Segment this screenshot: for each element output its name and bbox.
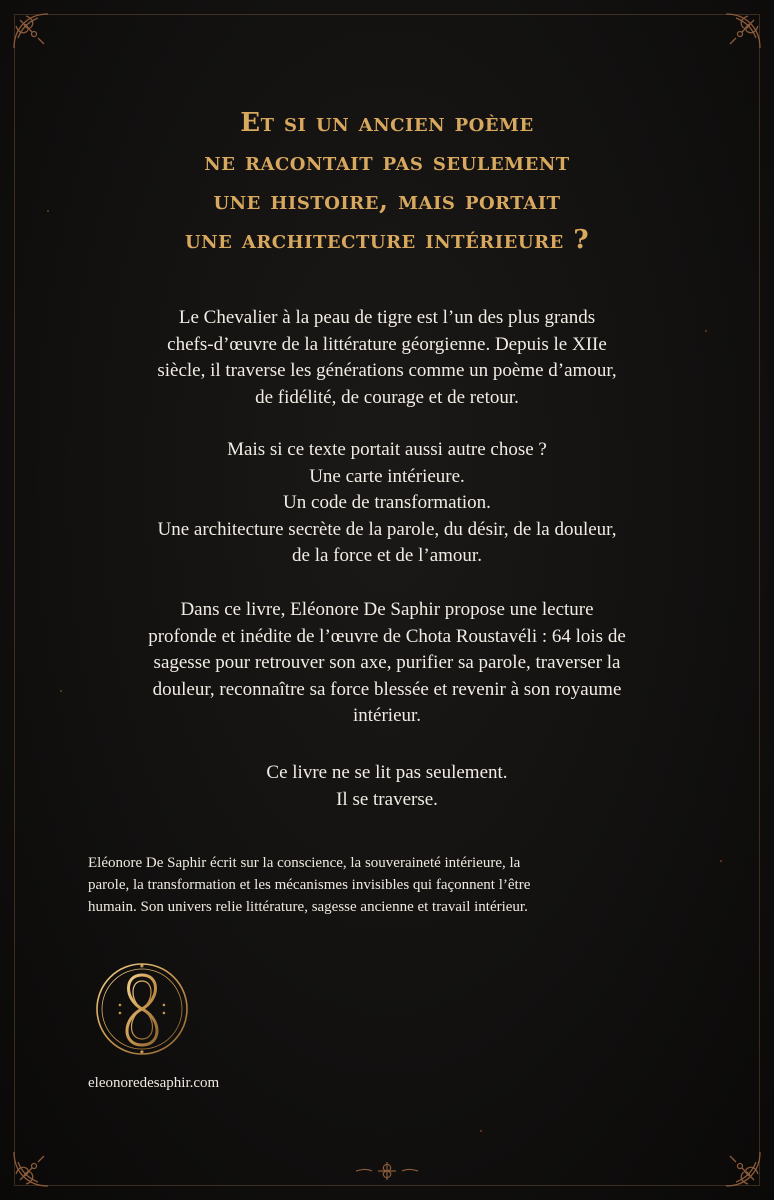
text-line: Une architecture secrète de la parole, du désir, de la douleur, <box>157 518 617 540</box>
text-line: siècle, il traverse les générations comme un poème d’amour, <box>157 360 617 381</box>
text-line: Il se traverse. <box>336 788 438 810</box>
text-line: douleur, reconnaître sa force blessée et revenir à son royaume <box>152 678 622 700</box>
bio-line: parole, la transformation et les mécanismes invisibles qui façonnent l’être <box>88 877 531 893</box>
bottom-ornament-icon <box>342 1156 432 1186</box>
website-link[interactable]: eleonoredesaphir.com <box>88 1075 220 1091</box>
corner-ornament-icon <box>8 1132 68 1192</box>
author-bio <box>88 852 688 918</box>
text-line: chefs-d’œuvre de la littérature géorgienne. Depuis le XIIe <box>167 333 607 355</box>
text-line: Un code de transformation. <box>283 492 491 513</box>
ember-speck <box>720 860 722 862</box>
book-description-paragraph <box>0 597 774 730</box>
text-line: de fidélité, de courage et de retour. <box>255 386 519 408</box>
text-line: Dans ce livre, Eléonore De Saphir propose une lecture <box>180 599 594 620</box>
text-line: profonde et inédite de l’œuvre de Chota Roustavéli : 64 lois de <box>148 625 626 647</box>
corner-ornament-icon <box>706 8 766 68</box>
text-line: Le Chevalier à la peau de tigre est l’un des plus grands <box>178 307 596 328</box>
corner-ornament-icon <box>8 8 68 68</box>
ember-speck <box>480 1130 482 1132</box>
headline-line: Et si un ancien poème <box>240 108 534 138</box>
headline-line: une architecture intérieure ? <box>184 225 590 255</box>
text-line: Ce livre ne se lit pas seulement. <box>266 762 508 783</box>
intro-paragraph <box>0 305 774 411</box>
text-line: intérieur. <box>352 705 422 726</box>
question-paragraph <box>0 437 774 570</box>
headline <box>0 104 774 260</box>
bio-line: Eléonore De Saphir écrit sur la conscience, la souveraineté intérieure, la <box>88 855 521 871</box>
text-line: Une carte intérieure. <box>309 465 465 487</box>
headline-line: ne racontait pas seulement <box>204 147 570 177</box>
text-line: Mais si ce texte portait aussi autre chose ? <box>227 439 547 460</box>
text-line: de la force et de l’amour. <box>292 545 482 566</box>
headline-line: une histoire, mais portait <box>213 186 561 216</box>
corner-ornament-icon <box>706 1132 766 1192</box>
infinity-eight-emblem-icon <box>94 961 190 1057</box>
text-line: sagesse pour retrouver son axe, purifier sa parole, traverser la <box>153 652 621 673</box>
bio-line: humain. Son univers relie littérature, sagesse ancienne et travail intérieur. <box>88 899 528 915</box>
closing-paragraph <box>0 760 774 813</box>
